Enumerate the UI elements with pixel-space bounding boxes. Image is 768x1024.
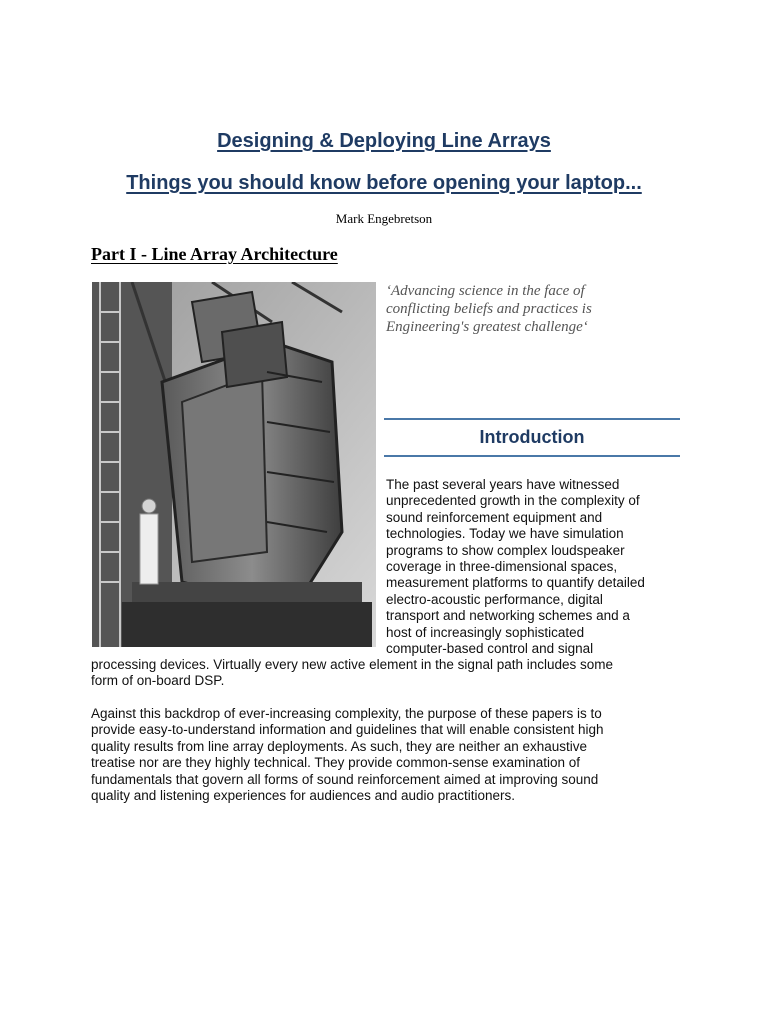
document-subtitle: Things you should know before opening your laptop... <box>126 172 642 194</box>
heading-rule-bottom <box>384 455 680 457</box>
text-line: quality results from line array deployments. As such, they are neither an exhaustive <box>91 738 587 754</box>
purpose-paragraph <box>91 706 604 804</box>
heading-rule-top <box>384 418 680 420</box>
author-name: Mark Engebretson <box>335 211 433 226</box>
text-line: host of increasingly sophisticated <box>386 624 585 640</box>
text-line: measurement platforms to quantify detailed <box>386 575 645 591</box>
text-line: electro-acoustic performance, digital <box>386 591 603 607</box>
text-line: fundamentals that govern all forms of sound reinforcement aimed at improving sound <box>91 771 599 787</box>
quote-line: ‘Advancing science in the face of <box>386 283 585 299</box>
section-heading: Part I - Line Array Architecture <box>91 244 338 264</box>
text-line: sound reinforcement equipment and <box>386 509 603 525</box>
text-line: coverage in three-dimensional spaces, <box>386 558 618 574</box>
quote-line: conflicting beliefs and practices is <box>386 301 592 317</box>
text-line: Against this backdrop of ever-increasing complexity, the purpose of these papers is to <box>91 706 602 721</box>
text-line: programs to show complex loudspeaker <box>386 542 625 558</box>
text-line: transport and networking schemes and a <box>386 608 630 624</box>
text-line: treatise nor are they highly technical. They provide common-sense examination of <box>91 755 581 771</box>
text-line: processing devices. Virtually every new active element in the signal path includes some <box>91 657 614 672</box>
text-line: technologies. Today we have simulation <box>386 526 624 542</box>
epigraph-quote <box>386 282 686 336</box>
text-line: quality and listening experiences for audiences and audio practitioners. <box>91 787 516 803</box>
document-title: Designing & Deploying Line Arrays <box>217 130 551 152</box>
text-line: form of on-board DSP. <box>91 673 225 689</box>
historic-horn-loudspeaker-photo <box>92 282 376 647</box>
text-line: The past several years have witnessed <box>386 477 620 492</box>
intro-paragraph-continued <box>91 657 613 690</box>
intro-paragraph-wrapped <box>386 477 645 657</box>
text-line: unprecedented growth in the complexity of <box>386 493 640 509</box>
quote-line: Engineering's greatest challenge‘ <box>386 319 588 335</box>
text-line: computer-based control and signal <box>386 640 594 656</box>
text-line: provide easy-to-understand information and guidelines that will enable consistent high <box>91 722 604 738</box>
introduction-heading: Introduction <box>479 427 585 447</box>
